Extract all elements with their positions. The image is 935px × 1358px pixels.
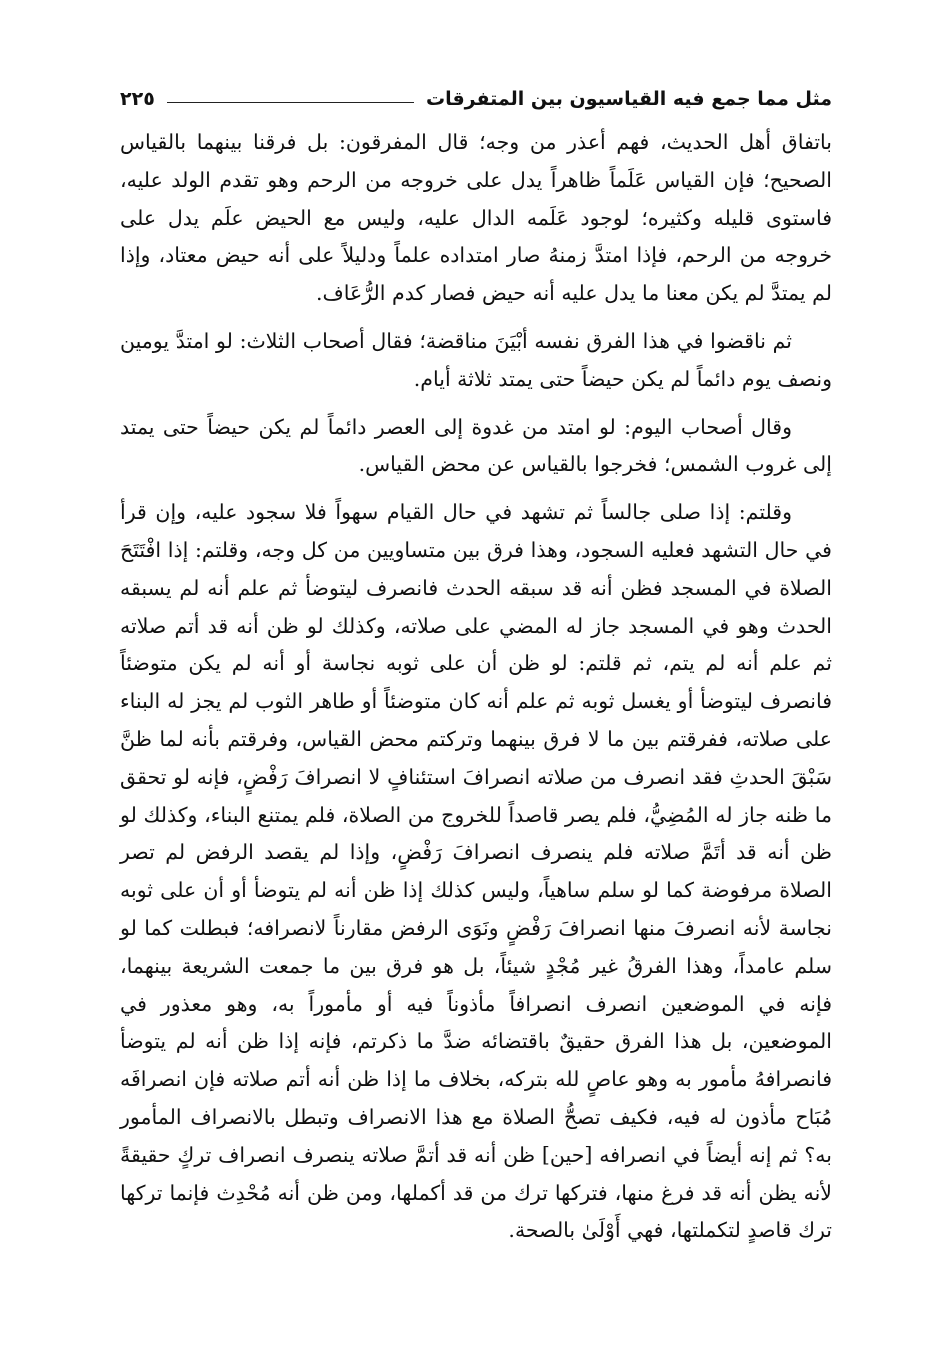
paragraph-1: باتفاق أهل الحديث، فهم أعذر من وجه؛ قال المفرقون: بل فرقنا بينهما بالقياس الصحيح؛ فإن القياس عَلَماً ظاهراً يدل على خروجه من الرحم وهو تقدم الولد عليه، فاستوى قليله وكثيره؛ لوجود عَلَمه الدال عليه، وليس مع الحيض علَم يدل على خروجه من الرحم، فإذا امتدَّ زمنهُ صار امتداده علماً ودليلاً على أنه حيض معتاد، وإذا لم يمتدَّ لم يكن معنا ما يدل عليه أنه حيض فصار كدم الرُّعَاف. [120,130,832,306]
book-page [120,78,832,1260]
body-text [120,124,832,1250]
paragraph-2: ثم ناقضوا في هذا الفرق نفسه أبْيَنَ مناقضة؛ فقال أصحاب الثلاث: لو امتدَّ يومين ونصف يوم دائماً لم يكن حيضاً حتى يمتد ثلاثة أيام. [120,328,832,391]
running-header [120,78,832,110]
paragraph-3: وقال أصحاب اليوم: لو امتد من غدوة إلى العصر دائماً لم يكن حيضاً حتى يمتد إلى غروب الشمس؛ فخرجوا بالقياس عن محض القياس. [120,414,832,477]
header-rule [167,102,414,103]
header-title: مثل مما جمع فيه القياسيون بين المتفرقات [425,88,832,110]
page-number: ٢٢٥ [120,88,155,110]
paragraph-4: وقلتم: إذا صلى جالساً ثم تشهد في حال القيام سهواً فلا سجود عليه، وإن قرأ في حال التشهد فعليه السجود، وهذا فرق بين متساويين من كل وجه، وقلتم: إذا افْتَتَحَ الصلاة في المسجد فظن أنه قد سبقه الحدث فانصرف ليتوضأ ثم علم أنه لم يسبقه الحدث وهو في المسجد جاز له المضي على صلاته، وكذلك لو ظن أنه قد أتم صلاته ثم علم أنه لم يتم، ثم قلتم: لو ظن أن على ثوبه نجاسة أو أنه لم يكن متوضئاً فانصرف ليتوضأ أو يغسل ثوبه ثم علم أنه كان متوضئاً أو طاهر الثوب لم يجز له البناء على صلاته، ففرقتم بين ما لا فرق بينهما وتركتم محض القياس، وفرقتم بأنه لما ظنَّ سَبْقَ الحدثِ فقد انصرف من صلاته انصرافَ استئنافٍ لا انصرافَ رَفْضٍ، فإنه لو تحقق ما ظنه جاز له المُضِيُّ، فلم يصر قاصداً للخروج من الصلاة، فلم يمتنع البناء، وكذلك لو ظن أنه قد أتَمَّ صلاته فلم ينصرف انصرافَ رَفْضٍ، وإذا لم يقصد الرفض لم تصر الصلاة مرفوضة كما لو سلم ساهياً، وليس كذلك إذا ظن أنه لم يتوضأ أو أن على ثوبه نجاسة لأنه انصرفَ منها انصرافَ رَفْضٍ ونَوَى الرفض مقارناً لانصرافه؛ فبطلت كما لو سلم عامداً، وهذا الفرقُ غير مُجْدٍ شيئاً، بل هو فرق بين ما جمعت الشريعة بينهما، فإنه في الموضعين انصرف انصرافاً مأذوناً فيه أو مأموراً به، وهو معذور في الموضعين، بل هذا الفرق حقيقٌ باقتضائه ضدَّ ما ذكرتم، فإنه إذا ظن أنه لم يتوضأ فانصرافهُ مأمور به وهو عاصٍ لله بتركه، بخلاف ما إذا ظن أنه أتم صلاته فإن انصرافَه مُبَاح مأذون له فيه، فكيف تصحُّ الصلاة مع هذا الانصراف وتبطل بالانصراف المأمور به؟ ثم إنه أيضاً في انصرافه [حين] ظن أنه قد أتمَّ صلاته ينصرف انصراف تركٍ حقيقةً لأنه يظن أنه قد فرغ منها، فتركها ترك من قد أكملها، ومن ظن أنه مُحْدِث فإنما تركها ترك قاصدٍ لتكملتها، فهي أَوْلَىٰ بالصحة. [120,500,832,1243]
